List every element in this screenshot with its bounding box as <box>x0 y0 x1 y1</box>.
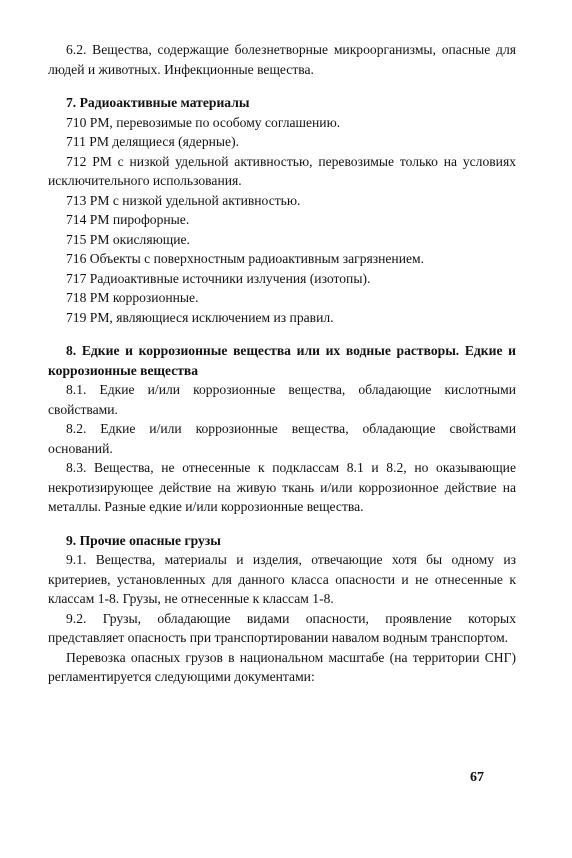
section-gap <box>48 327 516 341</box>
list-item-712: 712 РМ с низкой удельной активностью, перевозимые только на условиях исключительного использования. <box>48 153 516 188</box>
paragraph-8-2: 8.2. Едкие и/или коррозионные вещества, обладающие свойствами оснований. <box>48 421 516 456</box>
list-item-717: 717 Радиоактивные источники излучения (изотопы). <box>66 270 371 286</box>
list-item-713: 713 РМ с низкой удельной активностью. <box>66 192 301 208</box>
paragraph-transport-regulation: Перевозка опасных грузов в национальном масштабе (на территории СНГ) регламентируется следующими документами: <box>48 649 516 684</box>
list-item-719: 719 РМ, являющиеся исключением из правил. <box>66 309 334 325</box>
heading-section-7: 7. Радиоактивные материалы <box>66 95 250 110</box>
section-gap <box>48 79 516 93</box>
paragraph-8-1: 8.1. Едкие и/или коррозионные вещества, обладающие кислотными свойствами. <box>48 382 516 417</box>
list-item-718: 718 РМ коррозионные. <box>66 290 199 305</box>
list-item-710: 710 РМ, перевозимые по особому соглашению. <box>66 114 341 130</box>
list-item-715: 715 РМ окисляющие. <box>66 231 190 247</box>
page-number: 67 <box>470 770 484 785</box>
list-item-716: 716 Объекты с поверхностным радиоактивным загрязнением. <box>66 251 425 266</box>
paragraph-9-1: 9.1. Вещества, материалы и изделия, отвечающие хотя бы одному из критериев, установленных для данного класса опасности и не отнесенные к классам 1-8. Грузы, не отнесенные к классам 1-8. <box>48 552 516 606</box>
section-gap <box>48 517 516 531</box>
list-item-714: 714 РМ пирофорные. <box>66 212 190 227</box>
list-section-7 <box>48 113 516 328</box>
list-item-711: 711 РМ делящиеся (ядерные). <box>66 134 240 149</box>
paragraph-9-2: 9.2. Грузы, обладающие видами опасности, проявление которых представляет опасность при транспортировании навалом водным транспортом. <box>48 610 516 645</box>
heading-section-8: 8. Едкие и коррозионные вещества или их водные растворы. Едкие и коррозионные вещества <box>48 343 516 378</box>
paragraph-8-3: 8.3. Вещества, не отнесенные к подклассам 8.1 и 8.2, но оказывающие некротизирующее действие на живую ткань и/или коррозионное действие на металлы. Разные едкие и/или коррозионные вещества. <box>48 460 516 514</box>
heading-section-9: 9. Прочие опасные грузы <box>66 532 221 548</box>
paragraph-6-2: 6.2. Вещества, содержащие болезнетворные микроорганизмы, опасные для людей и животных. Инфекционные вещества. <box>48 42 516 77</box>
